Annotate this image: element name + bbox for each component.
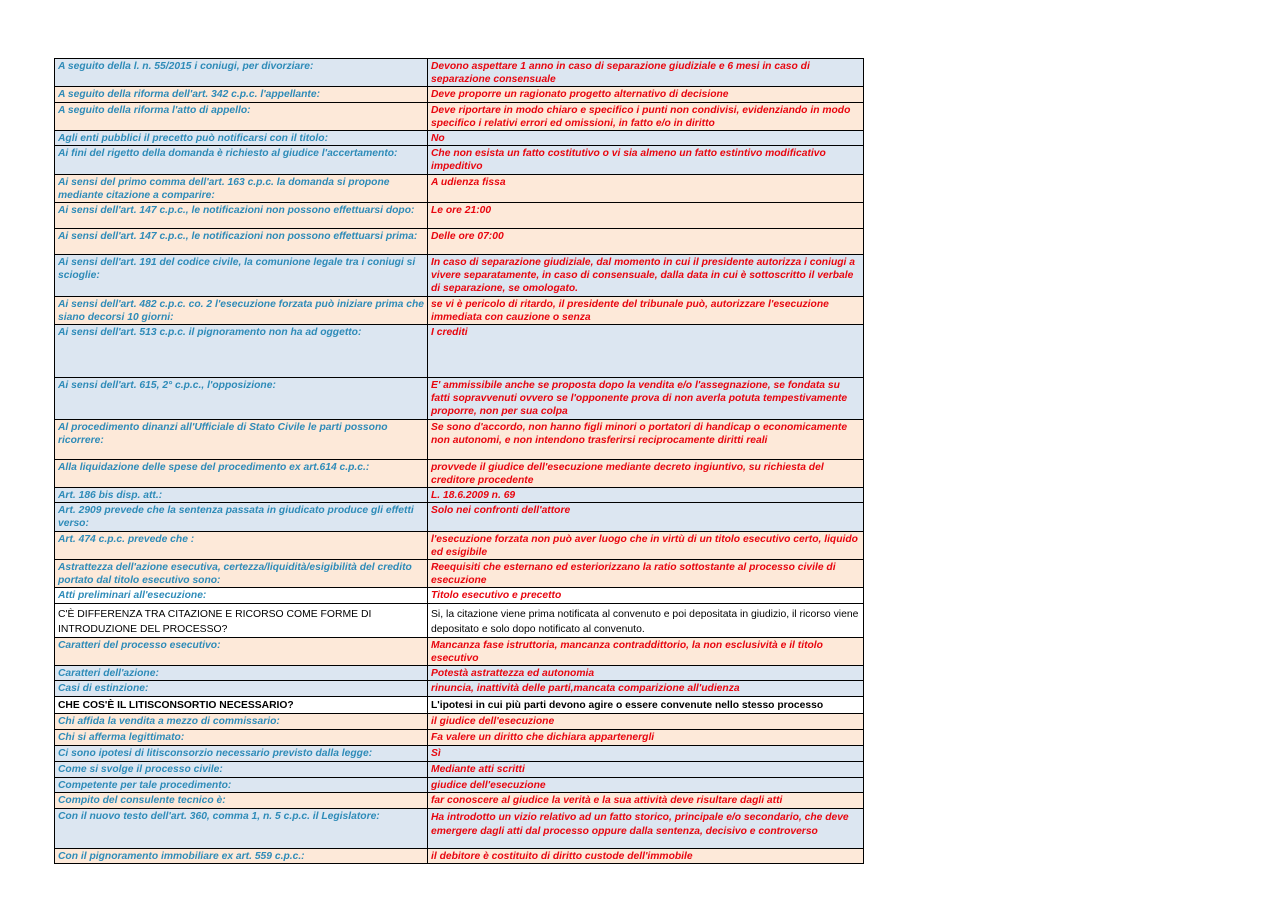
- question-cell: Caratteri dell'azione:: [55, 666, 428, 681]
- answer-cell: Le ore 21:00: [428, 203, 864, 229]
- table-row: [55, 59, 864, 87]
- question-cell: Ai sensi del primo comma dell'art. 163 c.p.c. la domanda si propone mediante citazione a comparire:: [55, 174, 428, 202]
- answer-cell: provvede il giudice dell'esecuzione mediante decreto ingiuntivo, su richiesta del creditore procedente: [428, 459, 864, 487]
- answer-cell: rinuncia, inattività delle parti,mancata comparizione all'udienza: [428, 681, 864, 697]
- question-cell: Con il nuovo testo dell'art. 360, comma 1, n. 5 c.p.c. il Legislatore:: [55, 808, 428, 848]
- table-row: [55, 102, 864, 130]
- answer-cell: Mancanza fase istruttoria, mancanza contraddittorio, la non esclusività e il titolo esecutivo: [428, 637, 864, 665]
- answer-cell: Fa valere un diritto che dichiara appartenergli: [428, 730, 864, 746]
- table-row: [55, 255, 864, 297]
- table-row: [55, 560, 864, 588]
- question-cell: Art. 2909 prevede che la sentenza passata in giudicato produce gli effetti verso:: [55, 503, 428, 531]
- answer-cell: Reequisiti che esternano ed esteriorizzano la ratio sottostante al processo civile di esecuzione: [428, 560, 864, 588]
- table-row: [55, 777, 864, 792]
- table-row: [55, 792, 864, 808]
- question-cell: Art. 186 bis disp. att.:: [55, 488, 428, 503]
- answer-cell: Delle ore 07:00: [428, 229, 864, 255]
- question-cell: Atti preliminari all'esecuzione:: [55, 588, 428, 603]
- table-row: [55, 459, 864, 487]
- answer-cell: In caso di separazione giudiziale, dal momento in cui il presidente autorizza i coniugi a vivere separatamente, in caso di consensuale, dalla data in cui è sottoscritto il verbale di separazione, se omologato.: [428, 255, 864, 297]
- question-cell: Compito del consulente tecnico è:: [55, 792, 428, 808]
- answer-cell: Che non esista un fatto costitutivo o vi sia almeno un fatto estintivo modificativo impeditivo: [428, 146, 864, 174]
- answer-cell: far conoscere al giudice la verità e la sua attività deve risultare dagli atti: [428, 792, 864, 808]
- question-cell: A seguito della riforma dell'art. 342 c.p.c. l'appellante:: [55, 87, 428, 102]
- answer-cell: Ha introdotto un vizio relativo ad un fatto storico, principale e/o secondario, che deve emergere dagli atti dal processo oppure dalla sentenza, decisivo e controverso: [428, 808, 864, 848]
- answer-cell: Deve riportare in modo chiaro e specifico i punti non condivisi, evidenziando in modo specifico i relativi errori ed omissioni, in fatto e/o in diritto: [428, 102, 864, 130]
- answer-cell: l'esecuzione forzata non può aver luogo che in virtù di un titolo esecutivo certo, liquido ed esigibile: [428, 531, 864, 559]
- answer-cell: il giudice dell'esecuzione: [428, 714, 864, 730]
- table-row: [55, 746, 864, 761]
- question-cell: Al procedimento dinanzi all'Ufficiale di Stato Civile le parti possono ricorrere:: [55, 419, 428, 459]
- question-cell: C'È DIFFERENZA TRA CITAZIONE E RICORSO COME FORME DI INTRODUZIONE DEL PROCESSO?: [55, 603, 428, 637]
- question-cell: Con il pignoramento immobiliare ex art. 559 c.p.c.:: [55, 848, 428, 863]
- answer-cell: se vi è pericolo di ritardo, il presidente del tribunale può, autorizzare l'esecuzione immediata con cauzione o senza: [428, 296, 864, 324]
- table-row: [55, 714, 864, 730]
- answer-cell: Solo nei confronti dell'attore: [428, 503, 864, 531]
- table-row: [55, 637, 864, 665]
- table-row: [55, 325, 864, 378]
- answer-cell: giudice dell'esecuzione: [428, 777, 864, 792]
- question-cell: Ai sensi dell'art. 147 c.p.c., le notificazioni non possono effettuarsi prima:: [55, 229, 428, 255]
- table-row: [55, 848, 864, 863]
- answer-cell: Si, la citazione viene prima notificata al convenuto e poi depositata in giudizio, il ricorso viene depositato e solo dopo notificato al convenuto.: [428, 603, 864, 637]
- table-row: [55, 681, 864, 697]
- answer-cell: Potestà astrattezza ed autonomia: [428, 666, 864, 681]
- answer-cell: L'ipotesi in cui più parti devono agire o essere convenute nello stesso processo: [428, 697, 864, 714]
- answer-cell: il debitore è costituito di diritto custode dell'immobile: [428, 848, 864, 863]
- table-row: [55, 378, 864, 420]
- table-row: [55, 87, 864, 102]
- answer-cell: Devono aspettare 1 anno in caso di separazione giudiziale e 6 mesi in caso di separazione consensuale: [428, 59, 864, 87]
- question-cell: A seguito della l. n. 55/2015 i coniugi, per divorziare:: [55, 59, 428, 87]
- question-cell: CHE COS'È IL LITISCONSORTIO NECESSARIO?: [55, 697, 428, 714]
- question-cell: Ai sensi dell'art. 513 c.p.c. il pignoramento non ha ad oggetto:: [55, 325, 428, 378]
- question-cell: A seguito della riforma l'atto di appello:: [55, 102, 428, 130]
- table-row: [55, 603, 864, 637]
- table-row: [55, 761, 864, 777]
- question-cell: Chi si afferma legittimato:: [55, 730, 428, 746]
- qa-table: [54, 58, 864, 864]
- question-cell: Casi di estinzione:: [55, 681, 428, 697]
- question-cell: Ai sensi dell'art. 191 del codice civile, la comunione legale tra i coniugi si scioglie:: [55, 255, 428, 297]
- table-row: [55, 697, 864, 714]
- table-row: [55, 588, 864, 603]
- question-cell: Ci sono ipotesi di litisconsorzio necessario previsto dalla legge:: [55, 746, 428, 761]
- table-row: [55, 531, 864, 559]
- question-cell: Agli enti pubblici il precetto può notificarsi con il titolo:: [55, 131, 428, 146]
- answer-cell: A udienza fissa: [428, 174, 864, 202]
- question-cell: Chi affida la vendita a mezzo di commissario:: [55, 714, 428, 730]
- table-row: [55, 503, 864, 531]
- table-row: [55, 666, 864, 681]
- question-cell: Astrattezza dell'azione esecutiva, certezza/liquidità/esigibilità del credito portato dal titolo esecutivo sono:: [55, 560, 428, 588]
- answer-cell: Se sono d'accordo, non hanno figli minori o portatori di handicap o economicamente non autonomi, e non intendono trasferirsi reciprocamente diritti reali: [428, 419, 864, 459]
- table-row: [55, 808, 864, 848]
- question-cell: Ai sensi dell'art. 482 c.p.c. co. 2 l'esecuzione forzata può iniziare prima che siano decorsi 10 giorni:: [55, 296, 428, 324]
- answer-cell: E' ammissibile anche se proposta dopo la vendita e/o l'assegnazione, se fondata su fatti sopravvenuti ovvero se l'opponente prova di non averla potuta tempestivamente proporre, non per sua colpa: [428, 378, 864, 420]
- answer-cell: No: [428, 131, 864, 146]
- question-cell: Art. 474 c.p.c. prevede che :: [55, 531, 428, 559]
- question-cell: Competente per tale procedimento:: [55, 777, 428, 792]
- answer-cell: Titolo esecutivo e precetto: [428, 588, 864, 603]
- table-row: [55, 174, 864, 202]
- answer-cell: I crediti: [428, 325, 864, 378]
- table-row: [55, 229, 864, 255]
- answer-cell: Deve proporre un ragionato progetto alternativo di decisione: [428, 87, 864, 102]
- question-cell: Come si svolge il processo civile:: [55, 761, 428, 777]
- table-row: [55, 131, 864, 146]
- answer-cell: L. 18.6.2009 n. 69: [428, 488, 864, 503]
- table-row: [55, 419, 864, 459]
- table-row: [55, 730, 864, 746]
- table-row: [55, 488, 864, 503]
- question-cell: Ai fini del rigetto della domanda è richiesto al giudice l'accertamento:: [55, 146, 428, 174]
- table-row: [55, 146, 864, 174]
- table-row: [55, 296, 864, 324]
- question-cell: Ai sensi dell'art. 615, 2° c.p.c., l'opposizione:: [55, 378, 428, 420]
- question-cell: Caratteri del processo esecutivo:: [55, 637, 428, 665]
- table-row: [55, 203, 864, 229]
- question-cell: Ai sensi dell'art. 147 c.p.c., le notificazioni non possono effettuarsi dopo:: [55, 203, 428, 229]
- answer-cell: Sì: [428, 746, 864, 761]
- answer-cell: Mediante atti scritti: [428, 761, 864, 777]
- question-cell: Alla liquidazione delle spese del procedimento ex art.614 c.p.c.:: [55, 459, 428, 487]
